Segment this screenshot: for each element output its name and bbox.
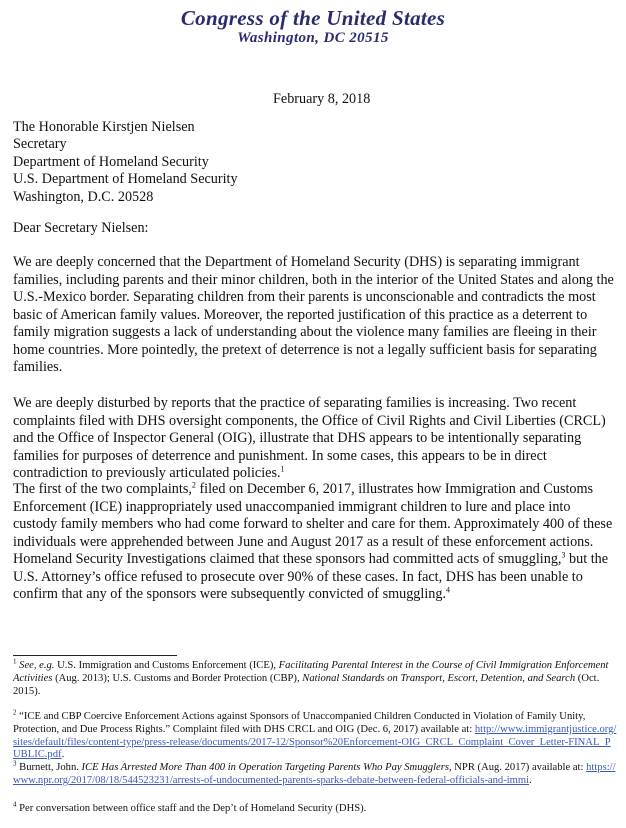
letter-date: February 8, 2018 [273, 91, 371, 107]
footnote-divider [13, 655, 177, 656]
footnote-ref-1: 1 [280, 464, 285, 474]
body-paragraph-3 [13, 481, 618, 604]
body-paragraph-2 [13, 395, 618, 483]
recipient-department: Department of Homeland Security [13, 153, 209, 170]
recipient-name: The Honorable Kirstjen Nielsen [13, 119, 195, 135]
footnote-1-number: 1 [13, 657, 17, 666]
footnote-4-number: 4 [13, 800, 17, 809]
recipient-city: Washington, D.C. 20528 [13, 188, 154, 205]
letterhead-subtitle: Washington, DC 20515 [237, 30, 389, 46]
footnote-3-end: . [529, 774, 532, 786]
recipient-title: Secretary [13, 136, 67, 153]
footnote-2-link[interactable]: http://www.immigrantjustice.org/sites/default/files/content-type/press-release/documents/2017-12/Sponsor%20Enforcement-OIG_CRCL_Complaint_Cover_Letter-FINAL_PUBLIC.pdf [13, 723, 617, 761]
footnote-3-title: ICE Has Arrested More Than 400 in Operation Targeting Parents Who Pay Smugglers [81, 762, 449, 773]
body-paragraph-2-text: We are deeply disturbed by reports that the practice of separating families is increasing. Two recent complaints filed with DHS oversight components, the Office of Civil Rights and Civil Liberties (CRCL) and the Office of Inspector General (OIG), illustrate that DHS appears to be intentionally separating families for purposes of deterrence and punishment. In some cases, this appears to be in direct contradiction to previously articulated policies. [13, 395, 606, 481]
footnote-2-text: “ICE and CBP Coercive Enforcement Actions against Sponsors of Unaccompanied Children Conducted in Violation of Family Unity, Protection, and Due Process Rights.” Complaint filed with DHS CRCL and OIG (Dec. 6, 2017) available at: [13, 711, 586, 735]
recipient-department-full: U.S. Department of Homeland Security [13, 171, 238, 188]
body-paragraph-3-text-b: filed on December 6, 2017, illustrates how Immigration and Customs Enforcement (ICE) inappropriately used unaccompanied immigrant children to lure and place into custody family members who had come forward to shelter and care for them. Approximately 400 of these individuals were apprehended between June and August 2017 as a result of these enforcement actions. Homeland Security Investigations claimed that these sponsors had committed acts of smuggling, [13, 481, 613, 567]
footnote-3 [13, 759, 618, 788]
footnote-1-text-3: (Oct. 2015). [13, 672, 600, 697]
footnote-1-text-2: (Aug. 2013); U.S. Customs and Border Protection (CBP), [52, 672, 303, 684]
recipient-address [13, 119, 238, 206]
body-paragraph-1: We are deeply concerned that the Department of Homeland Security (DHS) is separating immigrant families, including parents and their minor children, both in the interior of the United States and along the U.S.-Mexico border. Separating children from their parents is unconscionable and contradicts the most basic of American family values. Moreover, the reported justification of this practice as a deterrent to family migration suggests a lack of understanding about the violence many families are fleeing in their home countries. More pointedly, the pretext of deterrence is not a legally sufficient basis for separating families. [13, 254, 614, 375]
footnote-2-end: . [61, 749, 65, 761]
footnote-1-see: See, e.g. [19, 660, 55, 671]
footnote-3-link[interactable]: https://www.npr.org/2017/08/18/544523231/arrests-of-undocumented-parents-sparks-debate-between-federal-officials-and-immi [13, 762, 616, 786]
salutation: Dear Secretary Nielsen: [13, 220, 149, 236]
footnote-1-title-1: Facilitating Parental Interest in the Course of Civil Immigration Enforcement Activities [13, 660, 609, 684]
footnote-3-number: 3 [13, 759, 17, 768]
body-paragraph-3-text-c: but the U.S. Attorney’s office refused to prosecute over 90% of these cases. In fact, DHS has been unable to confirm that any of the sponsors were subsequently convicted of smuggling. [13, 551, 609, 602]
letterhead-title: Congress of the United States [180, 6, 446, 30]
footnote-1-title-2: National Standards on Transport, Escort, Detention, and Search [302, 672, 576, 684]
footnote-2-number: 2 [13, 708, 17, 717]
footnote-ref-2: 2 [191, 480, 196, 490]
body-paragraph-3-text-a: The first of the two complaints, [13, 481, 192, 497]
footnote-4 [13, 800, 618, 816]
footnote-ref-4: 4 [446, 585, 451, 595]
footnote-3-text-2: , NPR (Aug. 2017) available at: [448, 762, 587, 773]
footnote-2 [13, 708, 618, 762]
footnote-1 [13, 657, 618, 698]
footnote-3-text-1: Burnett, John. [19, 762, 82, 773]
footnote-ref-3: 3 [561, 550, 566, 560]
footnote-1-text-1: U.S. Immigration and Customs Enforcement (ICE), [54, 660, 279, 671]
footnote-4-text: Per conversation between office staff and the Dep’t of Homeland Security (DHS). [19, 803, 367, 814]
